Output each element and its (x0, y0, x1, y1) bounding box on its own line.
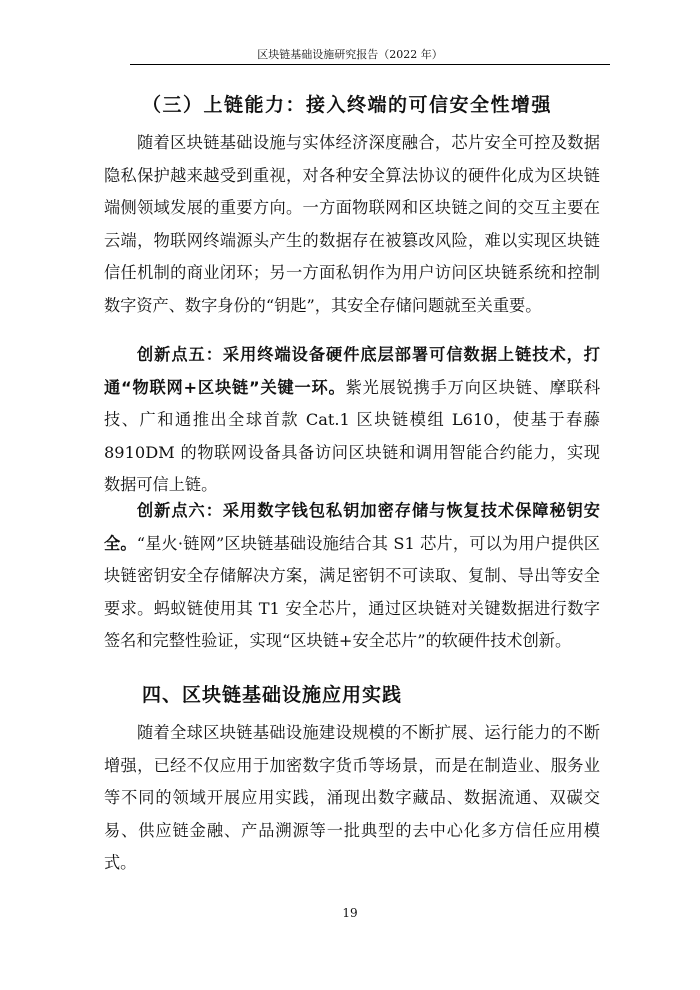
innovation-point-5-title: 创新点五：采用终端设备硬件底层部署可信数据上链技术，打通“物联网+区块链”关键一环。 (104, 345, 600, 397)
body-paragraph-1: 随着区块链基础设施与实体经济深度融合，芯片安全可控及数据隐私保护越来越受到重视，对各种安全算法协议的硬件化成为区块链端侧领域发展的重要方向。一方面物联网和区块链之间的交互主要在云端，物联网终端源头产生的数据存在被篡改风险，难以实现区块链信任机制的商业闭环；另一方面私钥作为用户访问区块链系统和控制数字资产、数字身份的“钥匙”，其安全存储问题就至关重要。 (104, 133, 600, 315)
innovation-point-6-title: 创新点六：采用数字钱包私钥加密存储与恢复技术保障秘钥安全。 (104, 501, 600, 553)
body-paragraph-2 (104, 339, 600, 502)
page-number: 19 (342, 906, 358, 920)
innovation-point-5-body: 紫光展锐携手万向区块链、摩联科技、广和通推出全球首款 Cat.1 区块链模组 L610，使基于春藤 8910DM 的物联网设备具备访问区块链和调用智能合约能力，实现数据可信上链。 (104, 377, 601, 495)
innovation-point-6-body: “星火·链网”区块链基础设施结合其 S1 芯片，可以为用户提供区块链密钥安全存储解决方案，满足密钥不可读取、复制、导出等安全要求。蚂蚁链使用其 T1 安全芯片，通过区块链对关键数据进行数字签名和完整性验证，实现“区块链+安全芯片”的软硬件技术创新。 (104, 533, 600, 651)
header-divider (130, 64, 610, 65)
section-heading: （三）上链能力：接入终端的可信安全性增强 (142, 94, 553, 116)
running-header: 区块链基础设施研究报告（2022 年） (257, 48, 443, 61)
chapter-heading: 四、区块链基础设施应用实践 (142, 684, 403, 706)
body-paragraph-4: 随着全球区块链基础设施建设规模的不断扩展、运行能力的不断增强，已经不仅应用于加密数字货币等场景，而是在制造业、服务业等不同的领域开展应用实践，涌现出数字藏品、数据流通、双碳交易、供应链金融、产品溯源等一批典型的去中心化多方信任应用模式。 (104, 723, 600, 873)
body-paragraph-3 (104, 495, 600, 658)
